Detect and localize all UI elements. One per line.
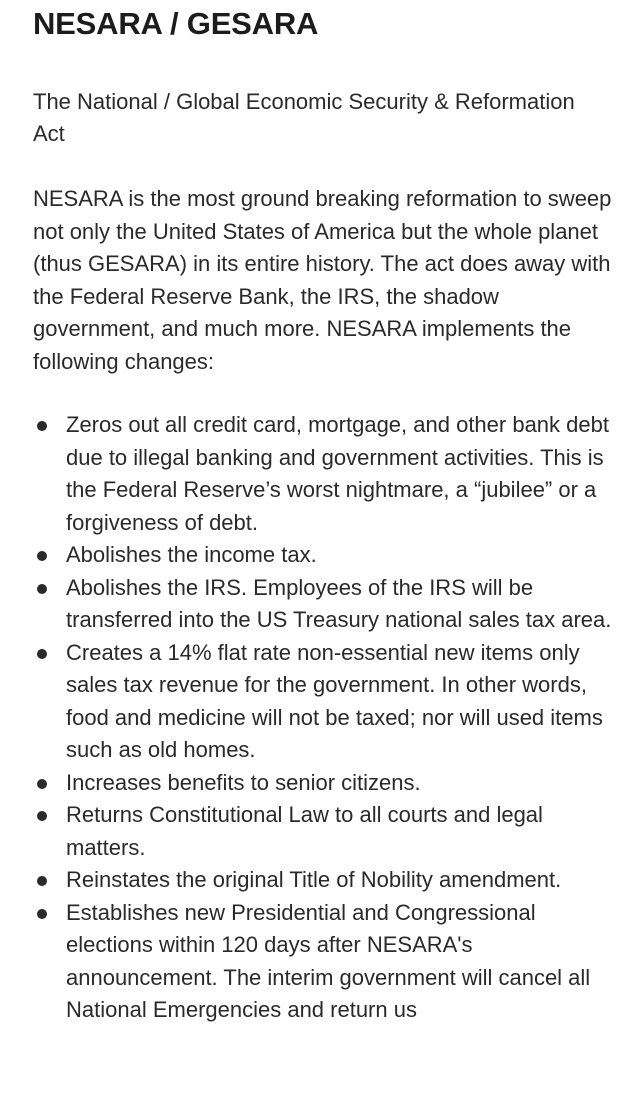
list-item xyxy=(0,799,640,864)
list-item xyxy=(0,409,640,539)
list-item-text: Increases benefits to senior citizens. xyxy=(66,769,421,795)
list-item-text: Zeros out all credit card, mortgage, and other bank debt due to illegal banking and government activities. This is the Federal Reserve’s worst nightmare, a “jubilee” or a forgiveness of debt. xyxy=(66,412,609,535)
list-item-text: Creates a 14% flat rate non-essential new items only sales tax revenue for the government. In other words, food and medicine will not be taxed; nor will used items such as old homes. xyxy=(66,639,603,762)
list-item xyxy=(0,539,640,572)
list-item-text: Reinstates the original Title of Nobility amendment. xyxy=(66,867,562,892)
bullet-dot-icon xyxy=(37,421,47,431)
bullet-dot-icon xyxy=(37,876,47,886)
list-item xyxy=(0,637,640,767)
bullet-dot-icon xyxy=(37,811,47,821)
bullet-dot-icon xyxy=(37,779,47,789)
list-item-text: Establishes new Presidential and Congressional elections within 120 days after NESARA's announcement. The interim government will cancel all National Emergencies and return us xyxy=(66,899,591,1022)
bullet-dot-icon xyxy=(37,909,47,919)
document-subtitle: The National / Global Economic Security & Reformation Act xyxy=(33,89,575,146)
list-item-text: Abolishes the IRS. Employees of the IRS will be transferred into the US Treasury national sales tax area. xyxy=(66,574,612,632)
list-item xyxy=(0,767,640,800)
changes-list xyxy=(0,409,640,1027)
list-item xyxy=(0,897,640,1027)
list-item xyxy=(0,864,640,897)
list-item-text: Returns Constitutional Law to all courts and legal matters. xyxy=(66,802,543,860)
list-item-text: Abolishes the income tax. xyxy=(66,542,317,567)
bullet-dot-icon xyxy=(37,551,47,561)
bullet-dot-icon xyxy=(37,649,47,659)
intro-paragraph: NESARA is the most ground breaking reformation to sweep not only the United States of America but the whole planet (thus GESARA) in its entire history. The act does away with the Federal Reserve Bank, the IRS, the shadow government, and much more. NESARA implements the following changes: xyxy=(33,186,612,374)
list-item xyxy=(0,572,640,637)
bullet-dot-icon xyxy=(37,584,47,594)
page-title: NESARA / GESARA xyxy=(33,6,319,41)
